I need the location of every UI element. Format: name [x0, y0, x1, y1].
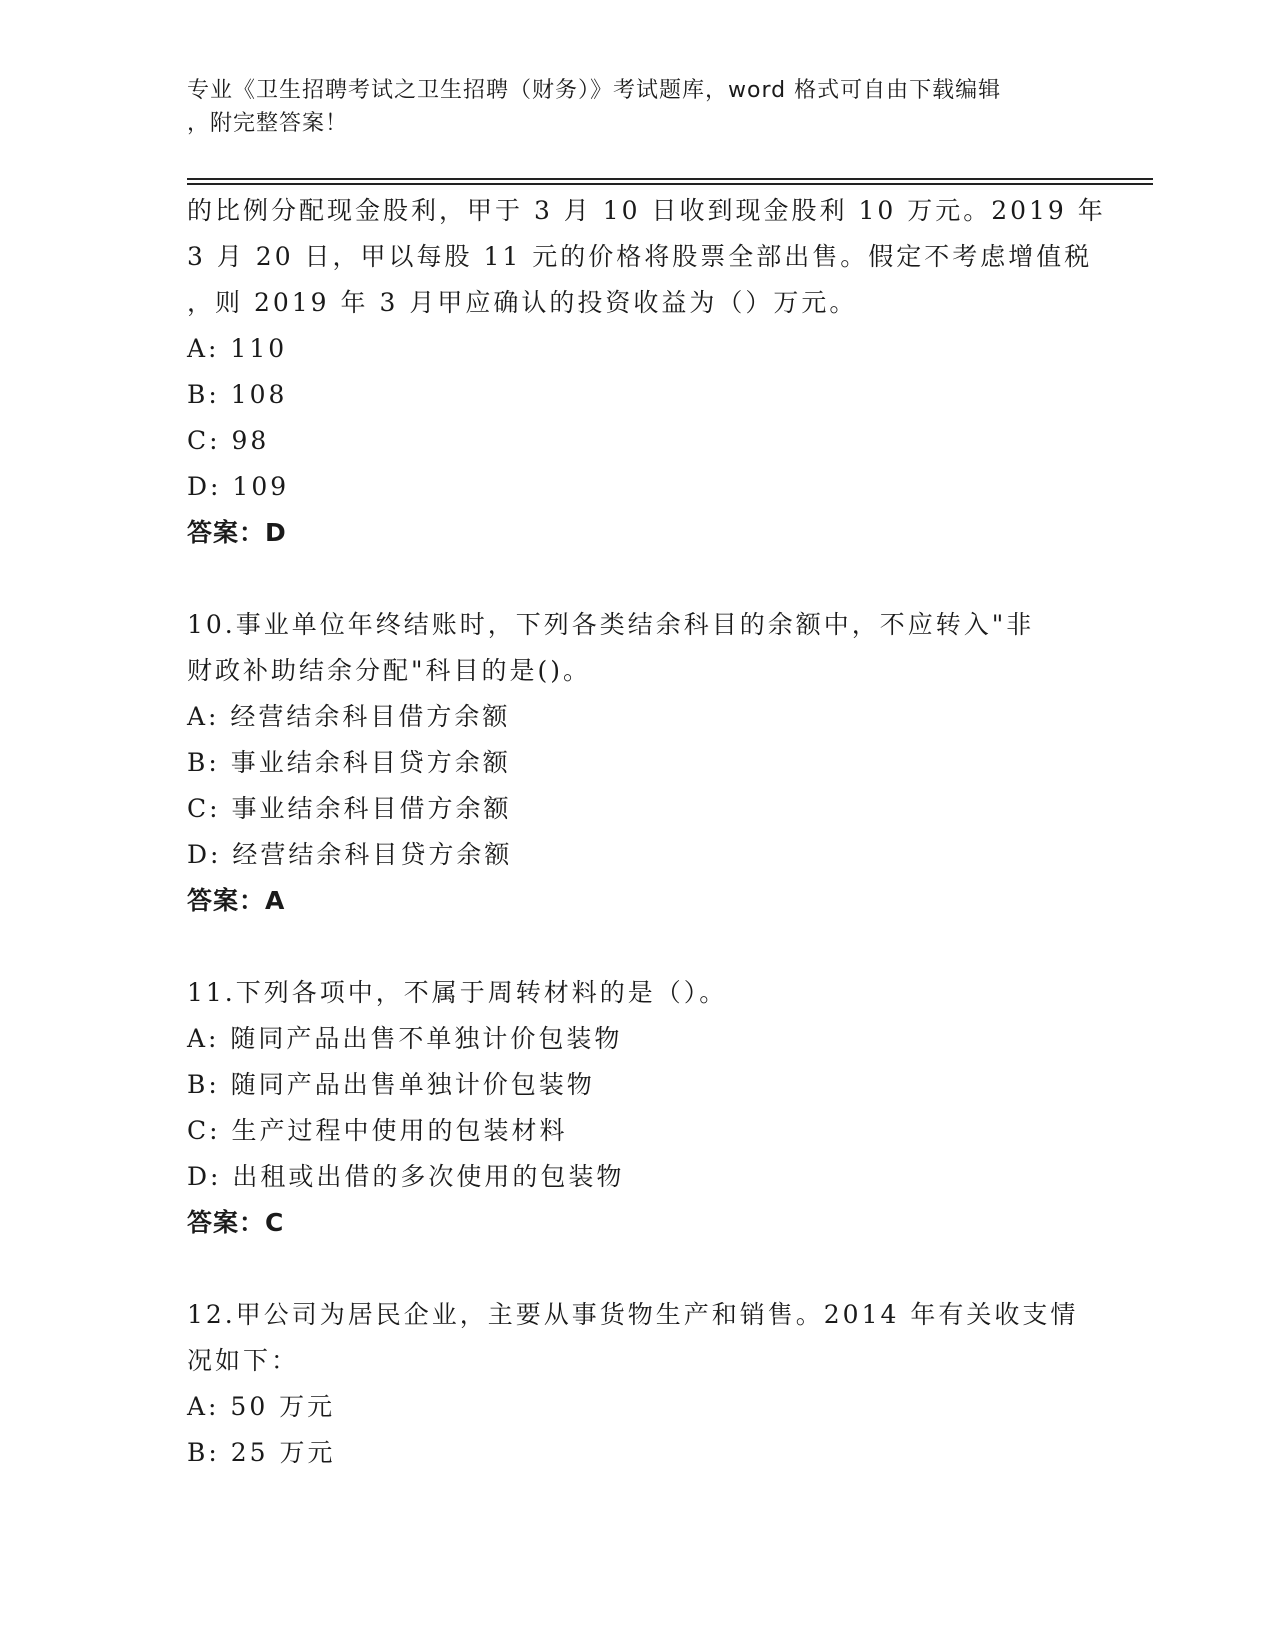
header-divider-bottom — [187, 183, 1153, 185]
option-a: A: 110 — [187, 334, 288, 363]
option-d: D: 经营结余科目贷方余额 — [187, 840, 513, 869]
question-text-line: 10.事业单位年终结账时，下列各类结余科目的余额中，不应转入"非 — [187, 610, 1035, 639]
question-content — [187, 188, 1106, 1476]
option-b: B: 事业结余科目贷方余额 — [187, 748, 511, 777]
answer-line: 答案：A — [187, 886, 286, 915]
option-c: C: 事业结余科目借方余额 — [187, 794, 512, 823]
header-divider-top — [187, 178, 1153, 180]
option-c: C: 98 — [187, 426, 270, 455]
option-d: D: 109 — [187, 472, 290, 501]
question-text-line: 11.下列各项中，不属于周转材料的是（）。 — [187, 978, 728, 1007]
question-text-line: 3 月 20 日，甲以每股 11 元的价格将股票全部出售。假定不考虑增值税 — [187, 242, 1093, 271]
question-text-line: 12.甲公司为居民企业，主要从事货物生产和销售。2014 年有关收支情 — [187, 1300, 1079, 1329]
question-text-line: 财政补助结余分配"科目的是()。 — [187, 656, 592, 685]
question-10 — [187, 602, 1087, 924]
question-text-line: 的比例分配现金股利，甲于 3 月 10 日收到现金股利 10 万元。2019 年 — [187, 196, 1106, 225]
question-text-line: 况如下： — [187, 1346, 300, 1375]
option-b: B: 108 — [187, 380, 288, 409]
option-b: B: 25 万元 — [187, 1438, 336, 1467]
question-11 — [187, 970, 1087, 1246]
option-a: A: 50 万元 — [187, 1392, 336, 1421]
answer-line: 答案：C — [187, 1208, 285, 1237]
option-c: C: 生产过程中使用的包装材料 — [187, 1116, 568, 1145]
question-text-line: ，则 2019 年 3 月甲应确认的投资收益为（）万元。 — [187, 288, 858, 317]
option-a: A: 随同产品出售不单独计价包装物 — [187, 1024, 623, 1053]
option-d: D: 出租或出借的多次使用的包装物 — [187, 1162, 625, 1191]
question-12 — [187, 1292, 1087, 1476]
question-9 — [187, 188, 1106, 556]
header-line-2: ，附完整答案！ — [187, 111, 349, 136]
option-b: B: 随同产品出售单独计价包装物 — [187, 1070, 595, 1099]
document-header — [187, 74, 1087, 140]
header-line-1: 专业《卫生招聘考试之卫生招聘（财务）》考试题库，word 格式可自由下载编辑 — [187, 78, 1002, 103]
option-a: A: 经营结余科目借方余额 — [187, 702, 511, 731]
answer-line: 答案：D — [187, 518, 287, 547]
